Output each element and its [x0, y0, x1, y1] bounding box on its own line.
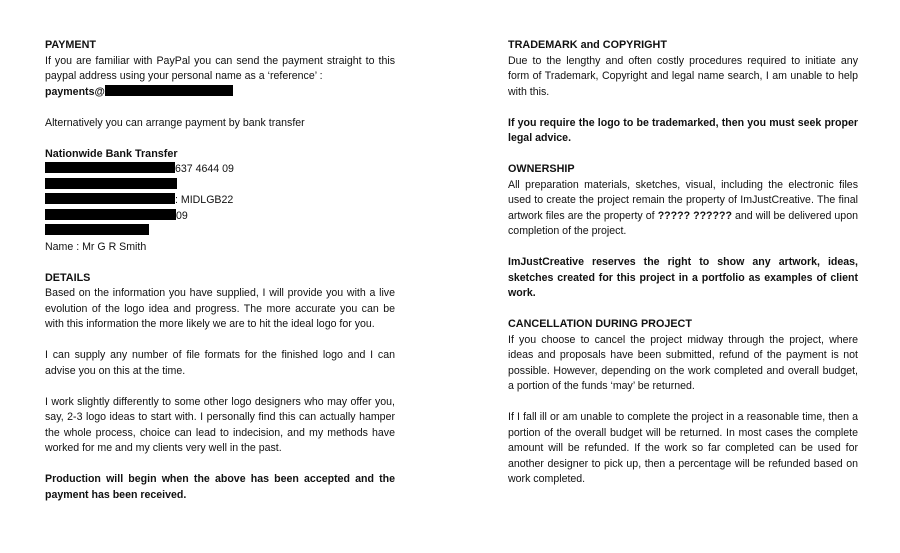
cancellation-section [508, 317, 858, 488]
bank-line-2 [45, 178, 395, 194]
payment-text: If you are familiar with PayPal you can send the payment straight to this paypal address using your personal name as a ‘reference’ : [45, 54, 395, 82]
cancellation-paragraph-2: If I fall ill or am unable to complete the project in a reasonable time, then a portion of the overall budget will be returned. In most cases the complete amount will be refunded. If the work so far completed can be used for another designer to pick up, then a percentage will be refunded based on work completed. [508, 411, 858, 485]
details-heading: DETAILS [45, 271, 91, 284]
bank-line-4-value: 09 [176, 209, 188, 222]
account-name: Name : Mr G R Smith [45, 240, 147, 253]
bank-line-3-value: : MIDLGB22 [175, 194, 234, 206]
payment-heading: PAYMENT [45, 39, 96, 51]
trademark-paragraph-1: Due to the lengthy and often costly procedures required to initiate any form of Trademark, Copyright and legal name search, I am unable to help with this. [508, 54, 858, 98]
redacted-bank-detail [45, 193, 175, 204]
paypal-email-line [45, 85, 395, 101]
bank-section [45, 147, 395, 256]
bank-line-3 [45, 193, 395, 209]
details-paragraph-3: I work slightly differently to some other logo designers who may offer you, say, 2-3 logo ideas to start with. I personally find this can actually hamper the whole process, choice can lead to indecision, and my methods have worked for me and my clients very well in the past. [45, 395, 395, 454]
bank-heading: Nationwide Bank Transfer [45, 147, 178, 160]
cancellation-heading: CANCELLATION DURING PROJECT [508, 318, 692, 330]
trademark-paragraph-2: If you require the logo to be trademarked, then you must seek proper legal advice. [508, 116, 858, 144]
bank-line-1 [45, 162, 395, 178]
redacted-bank-detail [45, 178, 177, 189]
details-section [45, 271, 395, 504]
client-name-placeholder: ????? ?????? [657, 209, 732, 222]
payment-section [45, 38, 395, 131]
ownership-paragraph-2: ImJustCreative reserves the right to show any artwork, ideas, sketches created for this project in a portfolio as examples of client work. [508, 256, 858, 299]
details-paragraph-4: Production will begin when the above has been accepted and the payment has been received. [45, 473, 395, 501]
trademark-section [508, 38, 858, 147]
ownership-paragraph-1 [508, 178, 858, 240]
bank-line-4 [45, 209, 395, 225]
left-column [45, 38, 395, 503]
ownership-section [508, 162, 858, 302]
paypal-email-prefix: payments@ [45, 85, 105, 98]
redacted-bank-detail [45, 209, 176, 220]
details-paragraph-1: Based on the information you have supplied, I will provide you with a live evolution of the logo idea and progress. The more accurate you can be with this information the more likely we are to hit the ideal logo for you. [45, 287, 395, 330]
trademark-heading: TRADEMARK and COPYRIGHT [508, 39, 667, 51]
bank-line-5 [45, 224, 395, 240]
cancellation-paragraph-1: If you choose to cancel the project midway through the project, where ideas and proposals have been submitted, refund of the payment is not possible. However, depending on the work completed and overall budget, a portion of the funds ‘may’ be returned. [508, 333, 858, 392]
details-paragraph-2: I can supply any number of file formats for the finished logo and I can advise you on this at the time. [45, 349, 395, 377]
right-column [508, 38, 858, 488]
redacted-email [105, 85, 233, 96]
bank-transfer-alt-text: Alternatively you can arrange payment by bank transfer [45, 116, 305, 129]
bank-line-1-value: 637 4644 09 [175, 163, 234, 175]
ownership-text-b: and will be delivered upon completion of the project. [508, 209, 858, 237]
ownership-heading: OWNERSHIP [508, 163, 575, 175]
redacted-bank-detail [45, 162, 175, 173]
ownership-text-a: All preparation materials, sketches, visual, including the electronic files used to create the project remain the property of ImJustCreative. The final artwork files are the property of [508, 178, 858, 222]
redacted-bank-detail [45, 224, 149, 235]
